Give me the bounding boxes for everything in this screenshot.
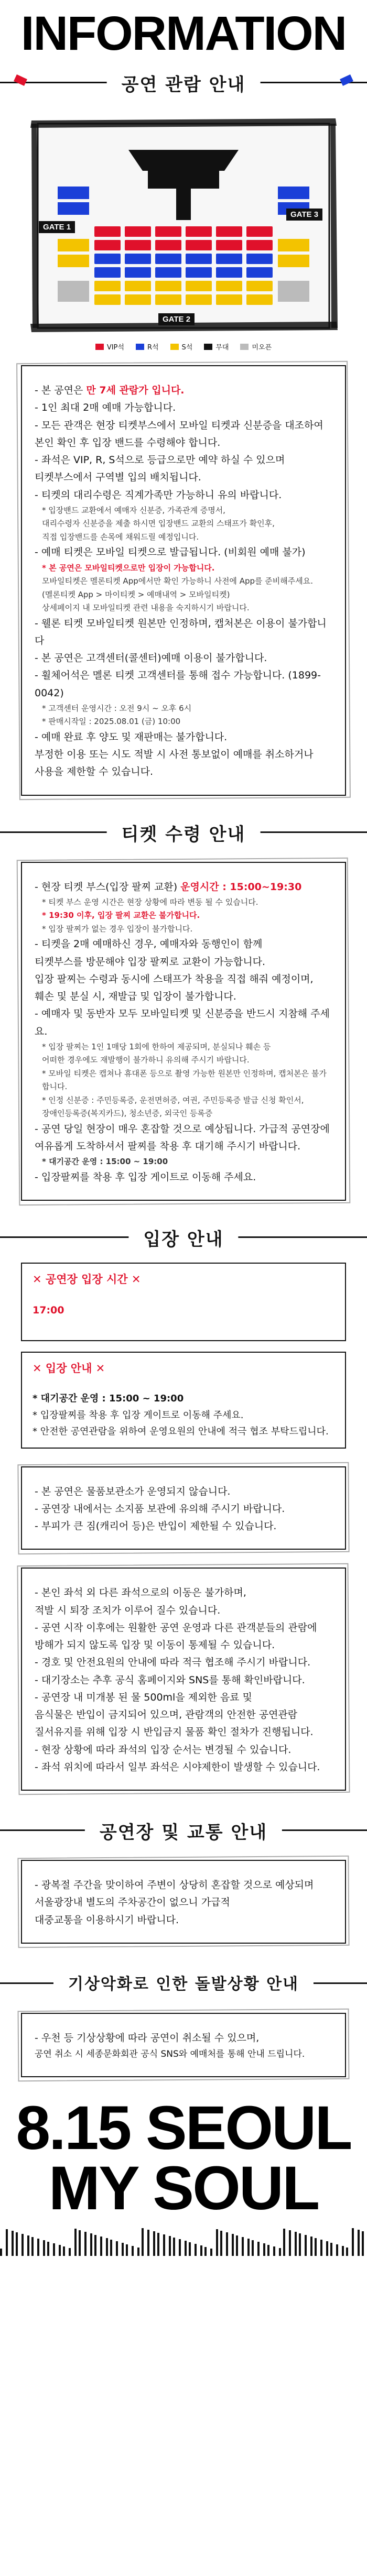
fringe-stroke xyxy=(179,2239,181,2256)
fringe-stroke xyxy=(100,2237,102,2256)
gate-1-label: GATE 1 xyxy=(39,221,75,233)
seat-block xyxy=(94,254,121,264)
fringe-stroke xyxy=(267,2245,269,2256)
fringe-stroke xyxy=(79,2230,81,2256)
fringe-stroke xyxy=(90,2233,92,2256)
notice-line: - 예매 티켓은 모바일 티켓으로 발급됩니다. (비회원 예매 불가) xyxy=(35,546,306,558)
section-banner-entry xyxy=(0,1222,367,1253)
fringe-stroke xyxy=(242,2237,244,2256)
fringe-stroke xyxy=(232,2234,234,2256)
fringe-stroke xyxy=(252,2240,254,2256)
notice-line: 대중교통을 이용하시기 바랍니다. xyxy=(35,1914,179,1926)
seat-block xyxy=(155,240,181,250)
notice-line: 본인 확인 후 입장 밴드를 수령해야 합니다. xyxy=(35,436,221,448)
notice-line: 직접 입장밴드를 손목에 채워드릴 예정입니다. xyxy=(42,532,199,542)
fringe-stroke xyxy=(169,2236,171,2256)
fringe-stroke xyxy=(247,2239,250,2256)
storage-notice-box xyxy=(21,1466,346,1550)
notice-line: (멜론티켓 App > 마이티켓 > 예매내역 > 모바일티켓) xyxy=(42,589,230,599)
notice-line xyxy=(35,879,332,896)
notice-line: * 대기공간 운영 : 15:00 ~ 19:00 xyxy=(42,1157,168,1167)
seat-block xyxy=(216,240,242,250)
seat-block xyxy=(125,254,151,264)
notice-line: - 본 공연은 물품보관소가 운영되지 않습니다. xyxy=(35,1485,231,1497)
seat-block xyxy=(186,281,212,291)
legend-item-r xyxy=(136,342,159,352)
fringe-stroke xyxy=(220,2231,222,2256)
notice-line: * 인정 신분증 : 주민등록증, 운전면허증, 여권, 주민등록증 발급 신청 확인서, xyxy=(42,1095,304,1105)
seat-block xyxy=(216,294,242,305)
notice-line: - 공연 당일 현장이 매우 혼잡할 것으로 예상됩니다. 가급적 공연장에 xyxy=(35,1123,330,1135)
fringe-stroke xyxy=(21,2234,24,2256)
seat-block xyxy=(58,187,89,199)
footer-title xyxy=(0,2077,367,2224)
fringe-stroke xyxy=(257,2242,260,2256)
footer-line-1: 8.15 SEOUL xyxy=(16,2093,351,2163)
fringe-stroke xyxy=(43,2240,45,2256)
legend-label: S석 xyxy=(181,344,193,352)
fringe-stroke xyxy=(283,2229,285,2256)
fringe-stroke xyxy=(204,2247,207,2256)
fringe-stroke xyxy=(137,2248,139,2256)
stage-runway xyxy=(176,189,191,220)
seat-block xyxy=(216,254,242,264)
legend-label: VIP석 xyxy=(106,344,124,352)
notice-line: * 입장 팔찌는 1인 1매당 1회에 한하여 제공되며, 분실되나 훼손 등 xyxy=(42,1042,271,1051)
seat-block xyxy=(186,226,212,237)
fringe-stroke xyxy=(352,2228,354,2256)
seat-block xyxy=(246,254,273,264)
fringe-stroke xyxy=(16,2232,18,2256)
fringe-stroke xyxy=(53,2243,55,2256)
fringe-stroke xyxy=(216,2229,218,2256)
notice-line: - 모든 관객은 현장 티켓부스에서 모바일 티켓과 신분증을 대조하여 xyxy=(35,419,323,431)
notice-line: - 우천 등 기상상황에 따라 공연이 취소될 수 있으며, xyxy=(35,2032,260,2044)
fringe-stroke xyxy=(153,2231,155,2256)
notice-text: - 현장 티켓 부스(입장 팔찌 교환) xyxy=(35,881,181,893)
seat-block xyxy=(94,294,121,305)
venue-map xyxy=(16,108,351,338)
notice-line: * 입장 팔찌가 없는 경우 입장이 불가합니다. xyxy=(42,924,193,934)
weather-notice-box xyxy=(21,2013,346,2077)
fringe-stroke xyxy=(326,2241,328,2256)
gate-3-label: GATE 3 xyxy=(286,209,322,221)
seat-block-unopened xyxy=(278,281,309,302)
notice-line: - 공연장 내에서는 소지품 보관에 유의해 주시기 바랍니다. xyxy=(35,1503,285,1515)
fringe-stroke xyxy=(200,2245,202,2256)
notice-line: 음식물은 반입이 금지되어 있으며, 관람객의 안전한 공연관람 xyxy=(35,1709,298,1720)
notice-line: - 광복절 주간을 맞이하여 주변이 상당히 혼잡할 것으로 예상되며 xyxy=(35,1879,314,1891)
notice-highlight: 운영시간 : 15:00~19:30 xyxy=(180,881,302,893)
fringe-stroke xyxy=(116,2241,118,2256)
section-title-transport: 공연장 및 교통 안내 xyxy=(85,1818,282,1844)
seat-block xyxy=(155,294,181,305)
fringe-stroke xyxy=(69,2248,71,2256)
entry-info-line: * 안전한 공연관람을 위하여 운영요원의 안내에 적극 협조 부탁드립니다. xyxy=(33,1426,329,1437)
notice-line: * 고객센터 운영시간 : 오전 9시 ~ 오후 6시 xyxy=(42,703,192,713)
seat-block xyxy=(278,187,309,199)
seat-block xyxy=(94,240,121,250)
seat-block xyxy=(58,202,89,215)
notice-line: 어떠한 경우에도 재발행이 불가하니 유의해 주시기 바랍니다. xyxy=(42,1055,250,1065)
notice-line: 공연 취소 시 세종문화회관 공식 SNS와 예매처를 통해 안내 드립니다. xyxy=(35,2049,305,2059)
fringe-stroke xyxy=(173,2238,175,2256)
fringe-stroke xyxy=(310,2237,312,2256)
fringe-stroke xyxy=(273,2246,275,2256)
fringe-stroke xyxy=(37,2239,39,2256)
fringe-stroke xyxy=(362,2231,364,2256)
section-banner-ticket xyxy=(0,817,367,848)
notice-line: - 예매자 및 동반자 모두 모바일티켓 및 신분증을 반드시 지참해 주세요. xyxy=(35,1008,330,1037)
notice-line: - 공연장 내 미개봉 된 물 500ml을 제외한 음료 및 xyxy=(35,1691,252,1703)
fringe-stroke xyxy=(142,2228,144,2256)
footer-line-2: MY SOUL xyxy=(48,2154,319,2223)
fringe-stroke xyxy=(289,2230,291,2256)
notice-line: 장애인등록증(복지카드), 청소년증, 외국인 등록증 xyxy=(42,1109,213,1119)
seat-block xyxy=(155,281,181,291)
seat-block xyxy=(186,267,212,278)
fringe-stroke xyxy=(59,2245,61,2256)
seat-block xyxy=(155,226,181,237)
seat-block xyxy=(125,267,151,278)
entry-info-card xyxy=(21,1352,346,1449)
fringe-stroke xyxy=(185,2241,187,2256)
notice-text: - 본 공연은 xyxy=(35,385,87,396)
seat-block xyxy=(58,239,89,251)
fringe-stroke xyxy=(315,2238,317,2256)
notice-line: * 모바일 티켓은 캡쳐나 휴대폰 등으로 촬영 가능한 원본만 인정하며, 캡처본은 불가합니다. xyxy=(42,1068,327,1092)
fringe-stroke xyxy=(132,2246,134,2256)
entry-info-heading: ✕ 입장 안내 ✕ xyxy=(33,1362,105,1375)
entry-info-line: * 입장팔찌를 착용 후 입장 게이트로 이동해 주세요. xyxy=(33,1409,244,1421)
fringe-stroke xyxy=(336,2244,338,2256)
fringe-stroke xyxy=(330,2243,332,2256)
notice-line: - 공연 시작 이후에는 원활한 공연 운영과 다른 관객분들의 관람에 xyxy=(35,1621,317,1634)
brush-stroke xyxy=(330,124,338,328)
notice-line: - 예매 완료 후 양도 및 재판매는 불가합니다. xyxy=(35,731,228,743)
seat-rules-notice-box xyxy=(21,1567,346,1791)
seat-block xyxy=(246,267,273,278)
section-banner-weather xyxy=(0,1968,367,1999)
legend-label: 무대 xyxy=(215,344,229,352)
seat-block xyxy=(94,226,121,237)
notice-line: * 본 공연은 모바일티켓으로만 입장이 가능합니다. xyxy=(42,563,215,573)
seat-block xyxy=(94,267,121,278)
notice-line: 질서유지를 위해 입장 시 반입금지 물품 확인 절차가 진행됩니다. xyxy=(35,1726,314,1738)
notice-line: 상세페이지 내 모바일티켓 관련 내용을 숙지하시기 바랍니다. xyxy=(42,603,250,612)
stage xyxy=(128,150,239,171)
legend-item-stage xyxy=(204,342,229,352)
fringe-stroke xyxy=(279,2248,281,2256)
fringe-stroke xyxy=(305,2235,307,2256)
seat-block xyxy=(246,281,273,291)
notice-line: * 티켓 부스 운영 시간은 현장 상황에 따라 변동 될 수 있습니다. xyxy=(42,897,258,907)
entry-time-heading: ✕ 공연장 입장 시간 ✕ xyxy=(33,1273,141,1286)
legend-swatch xyxy=(240,344,249,350)
seat-block xyxy=(216,267,242,278)
seat-block xyxy=(94,281,121,291)
notice-line: - 부피가 큰 짐(캐리어 등)은 반입이 제한될 수 있습니다. xyxy=(35,1520,277,1532)
seat-block xyxy=(246,294,273,305)
seat-block xyxy=(216,281,242,291)
legend-swatch xyxy=(95,344,104,350)
notice-line: - 좌석은 VIP, R, S석으로 등급으로만 예약 하실 수 있으며 xyxy=(35,454,285,466)
seat-block xyxy=(246,226,273,237)
stage xyxy=(148,171,219,189)
seat-block xyxy=(125,294,151,305)
notice-line: 서울광장내 별도의 주차공간이 없으니 가급적 xyxy=(35,1897,230,1909)
notice-line: * 입장밴드 교환에서 예매자 신분증, 가족관계 증명서, xyxy=(42,505,225,515)
notice-line: 사용을 제한할 수 있습니다. xyxy=(35,766,154,778)
fringe-stroke xyxy=(263,2243,265,2256)
legend-swatch xyxy=(170,344,179,350)
legend-swatch xyxy=(204,344,212,350)
entry-info-line: * 대기공간 운영 : 15:00 ~ 19:00 xyxy=(33,1393,184,1404)
fringe-stroke xyxy=(226,2232,228,2256)
notice-line: 부정한 이용 또는 시도 적발 시 사전 통보없이 예매를 취소하거나 xyxy=(35,749,314,760)
seat-block xyxy=(216,226,242,237)
transport-notice-box xyxy=(21,1860,346,1944)
fringe-stroke xyxy=(110,2240,112,2256)
section-title-viewing: 공연 관람 안내 xyxy=(107,70,261,96)
legend-label: R석 xyxy=(147,344,159,352)
fringe-stroke xyxy=(299,2233,301,2256)
seat-block xyxy=(278,239,309,251)
notice-line: - 웰론 티켓 모바일티켓 원본만 인정하며, 캡처본은 이용이 불가합니다 xyxy=(35,617,327,646)
notice-line: - 본인 좌석 외 다른 좌석으로의 이동은 불가하며, xyxy=(35,1587,246,1599)
fringe-stroke xyxy=(189,2242,191,2256)
seat-block xyxy=(155,267,181,278)
gate-2-label: GATE 2 xyxy=(158,313,195,325)
notice-line: - 1인 최대 2매 예매 가능합니다. xyxy=(35,402,176,414)
fringe-stroke xyxy=(6,2229,8,2256)
fringe-stroke xyxy=(295,2232,297,2256)
seat-block xyxy=(186,240,212,250)
legend-swatch xyxy=(136,344,144,350)
seat-block xyxy=(186,294,212,305)
fringe-stroke xyxy=(84,2232,87,2256)
viewing-notice-box xyxy=(21,365,346,796)
notice-line: - 대기장소는 추후 공식 홈페이지와 SNS를 통해 확인바랍니다. xyxy=(35,1674,305,1686)
seat-block xyxy=(125,226,151,237)
notice-line: - 티켓의 대리수령은 직계가족만 가능하니 유의 바랍니다. xyxy=(35,489,282,501)
legend-item-s xyxy=(170,342,193,352)
fringe-stroke xyxy=(320,2240,322,2256)
legend-label: 미오픈 xyxy=(252,344,272,352)
notice-line: - 입장팔찌를 착용 후 입장 게이트로 이동해 주세요. xyxy=(35,1171,256,1183)
notice-line: 티켓부스에서 구역별 입의 배치됩니다. xyxy=(35,472,201,484)
notice-line: - 경호 및 안전요원의 안내에 따라 적극 협조해 주시기 바랍니다. xyxy=(35,1657,311,1669)
fringe-stroke xyxy=(126,2244,128,2256)
fringe-stroke xyxy=(163,2234,165,2256)
fringe-stroke xyxy=(27,2235,29,2256)
fringe-stroke xyxy=(236,2235,238,2256)
page-title: INFORMATION xyxy=(20,7,347,60)
fringe-stroke xyxy=(12,2231,14,2256)
seat-block xyxy=(125,240,151,250)
notice-highlight: 만 7세 관람가 입니다. xyxy=(86,385,185,396)
notice-line: 대리수령자 신분증을 제출 하시면 입장밴드 교환의 스태프가 확인후, xyxy=(42,519,275,529)
notice-line: 방해가 되지 않도록 입장 및 이동이 통제될 수 있습니다. xyxy=(35,1639,275,1651)
fringe-stroke xyxy=(358,2230,360,2256)
fringe-stroke xyxy=(147,2230,149,2256)
notice-line: - 티켓을 2매 예매하신 경우, 예매자와 동행인이 함께 xyxy=(35,938,263,950)
fringe-stroke xyxy=(0,2249,2,2256)
notice-line: 입장 팔찌는 수령과 동시에 스태프가 착용을 직접 해줘 예정이며, xyxy=(35,973,314,985)
seat-block xyxy=(58,255,89,267)
seat-block xyxy=(278,255,309,267)
section-title-ticket: 티켓 수령 안내 xyxy=(107,820,261,846)
notice-line: 여유롭게 도착하셔서 팔찌를 착용 후 대기해 주시기 바랍니다. xyxy=(35,1141,301,1152)
section-title-weather: 기상악화로 인한 돌발상황 안내 xyxy=(53,1971,314,1994)
fringe-stroke xyxy=(63,2246,65,2256)
notice-line: * 판매시작일 : 2025.08.01 (금) 10:00 xyxy=(42,717,181,727)
notice-line: - 본 공연은 고객센터(콜센터)예매 이용이 불가합니다. xyxy=(35,652,267,664)
fringe-stroke xyxy=(342,2246,344,2256)
seat-block xyxy=(246,240,273,250)
notice-line: 적발 시 퇴장 조치가 이루어 질수 있습니다. xyxy=(35,1604,221,1616)
fringe-stroke xyxy=(74,2229,77,2256)
notice-line: 티켓부스를 방문해야 입장 팔찌로 교환이 가능합니다. xyxy=(35,956,266,968)
notice-line: * 19:30 이후, 입장 팔찌 교환은 불가합니다. xyxy=(42,911,200,920)
section-banner-viewing xyxy=(0,67,367,98)
fringe-stroke xyxy=(106,2238,108,2256)
section-title-entry: 입장 안내 xyxy=(128,1225,238,1251)
fringe-stroke xyxy=(157,2233,159,2256)
notice-line: - 현장 상황에 따라 좌석의 입장 순서는 변경될 수 있습니다. xyxy=(35,1744,292,1756)
seat-block-unopened xyxy=(58,281,89,302)
fringe-stroke xyxy=(47,2242,49,2256)
ticket-notice-box xyxy=(21,862,346,1201)
notice-line: 모바일티켓은 멜론티켓 App에서만 확인 가능하니 사전에 App를 준비해주세요. xyxy=(42,576,313,586)
legend-item-vip xyxy=(95,342,124,352)
fringe-stroke xyxy=(31,2237,34,2256)
notice-line: 훼손 및 분실 시, 재발급 및 입장이 불가합니다. xyxy=(35,991,236,1002)
entry-time-card xyxy=(21,1263,346,1341)
legend-item-unopened xyxy=(240,342,272,352)
section-banner-transport xyxy=(0,1815,367,1846)
map-legend xyxy=(0,342,367,352)
seat-block xyxy=(186,254,212,264)
fringe-stroke xyxy=(122,2243,124,2256)
notice-line xyxy=(35,382,332,399)
fringe-stroke xyxy=(346,2248,348,2256)
notice-line: - 휠체어석은 멜론 티켓 고객센터를 통해 접수 가능합니다. (1899-0042) xyxy=(35,670,321,699)
entry-time-value: 17:00 xyxy=(33,1305,64,1316)
notice-line: - 좌석 위치에 따라서 일부 좌석은 시야제한이 발생할 수 있습니다. xyxy=(35,1761,320,1773)
decorative-fringe xyxy=(0,2224,367,2256)
seat-block xyxy=(155,254,181,264)
fringe-stroke xyxy=(195,2244,197,2256)
fringe-stroke xyxy=(210,2249,212,2256)
fringe-stroke xyxy=(94,2235,96,2256)
seat-block xyxy=(125,281,151,291)
